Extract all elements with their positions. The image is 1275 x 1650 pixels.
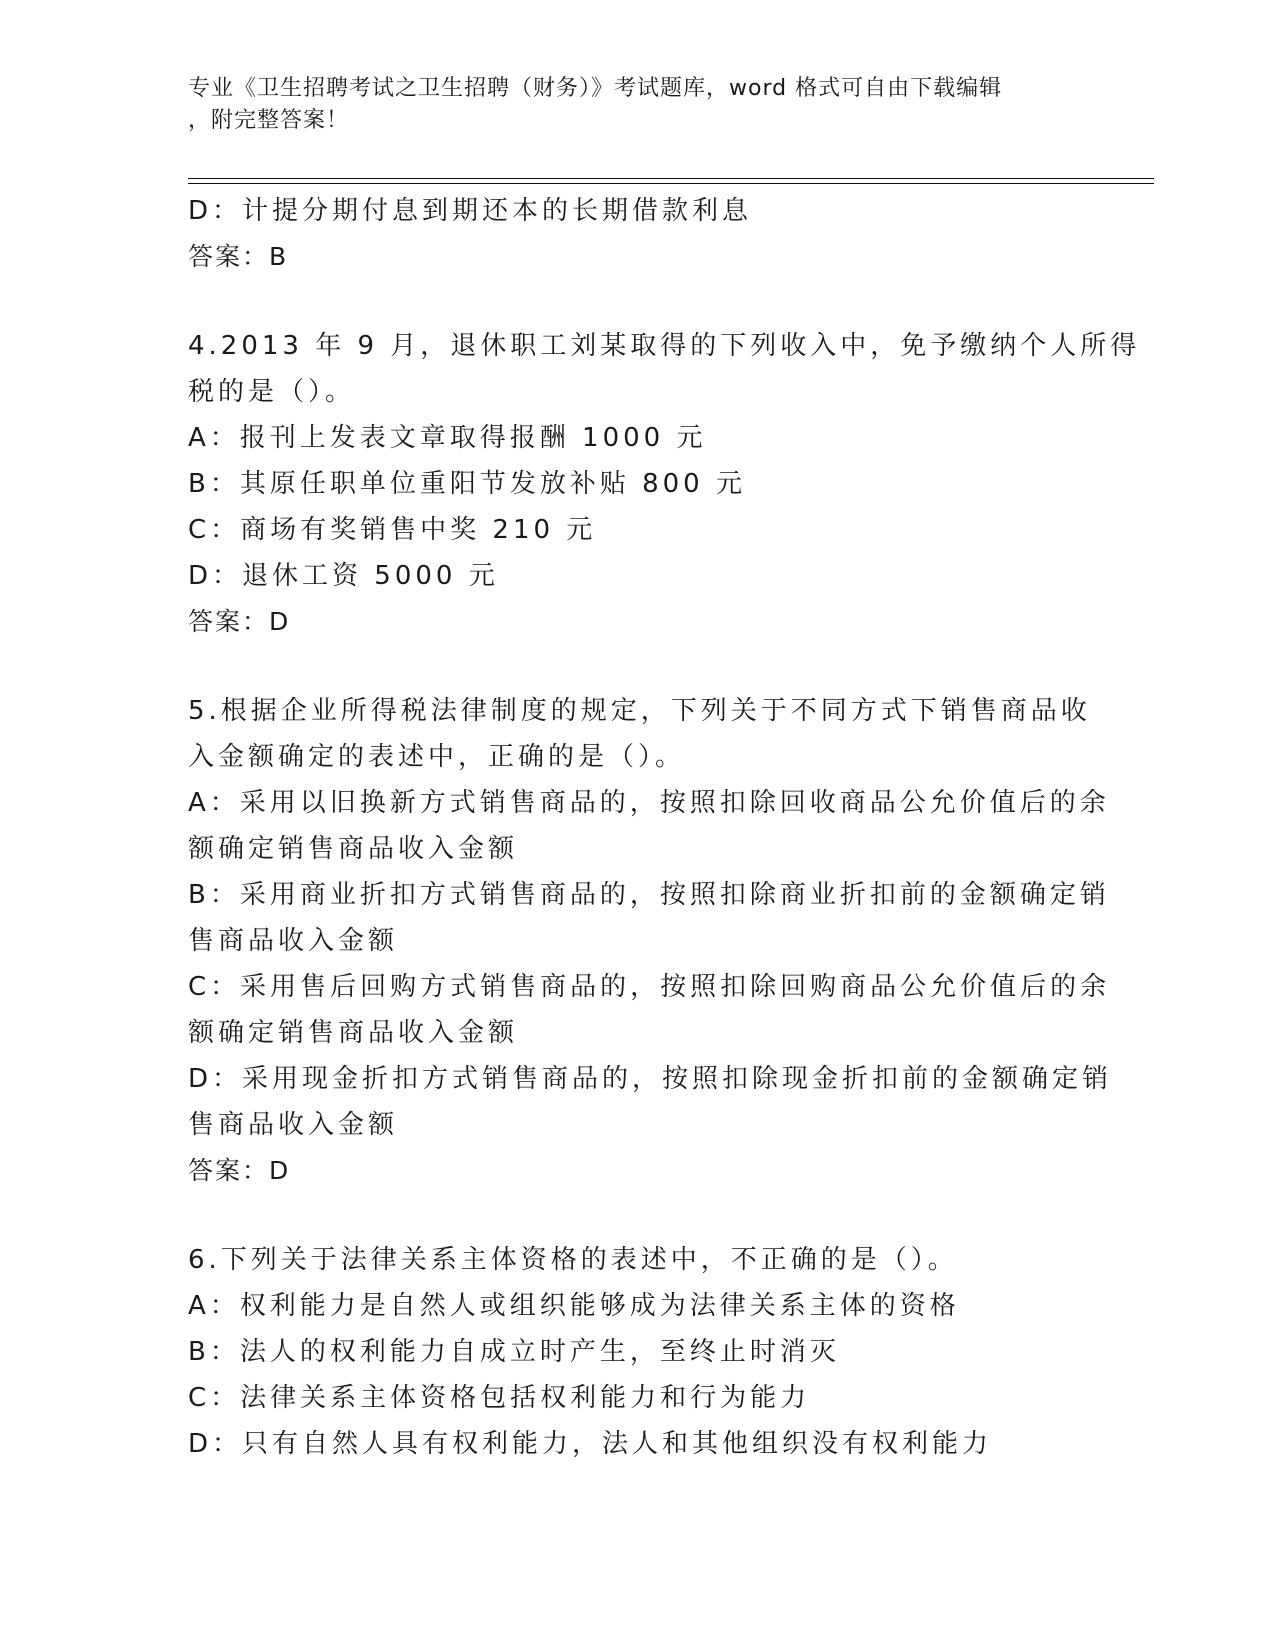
option-b: B：法人的权利能力自成立时产生，至终止时消灭: [188, 1337, 840, 1367]
question-stem: 6.下列关于法律关系主体资格的表述中，不正确的是（）。: [188, 1245, 958, 1275]
header-line-1: 专业《卫生招聘考试之卫生招聘（财务）》考试题库，word 格式可自由下载编辑: [188, 76, 1003, 101]
option-d: D：计提分期付息到期还本的长期借款利息: [188, 196, 753, 226]
question-continued: [188, 188, 1088, 280]
page-header: [188, 73, 1068, 137]
spacer: [188, 645, 1088, 688]
option-c: C：采用售后回购方式销售商品的，按照扣除回购商品公允价值后的余: [188, 972, 1111, 1002]
answer-line: 答案：D: [188, 607, 291, 636]
question-6: [188, 1237, 1088, 1467]
question-5: [188, 688, 1113, 1194]
option-a: A：报刊上发表文章取得报酬 1000 元: [188, 423, 707, 453]
option-d: D：只有自然人具有权利能力，法人和其他组织没有权利能力: [188, 1429, 993, 1459]
header-rule-top: [188, 178, 1154, 179]
option-d-cont: 售商品收入金额: [188, 1110, 399, 1140]
option-d: D：采用现金折扣方式销售商品的，按照扣除现金折扣前的金额确定销: [188, 1064, 1113, 1094]
question-stem-cont: 税的是（）。: [188, 377, 356, 407]
header-line-2: ，附完整答案！: [188, 108, 350, 133]
answer-line: 答案：D: [188, 1156, 291, 1185]
document-body: [188, 188, 1141, 1467]
question-stem-cont: 入金额确定的表述中，正确的是（）。: [188, 742, 686, 772]
header-rule-bottom: [188, 183, 1154, 184]
option-a: A：采用以旧换新方式销售商品的，按照扣除回收商品公允价值后的余: [188, 788, 1110, 818]
spacer: [188, 280, 1088, 323]
option-d: D：退休工资 5000 元: [188, 561, 499, 591]
option-b-cont: 售商品收入金额: [188, 926, 399, 956]
option-c: C：商场有奖销售中奖 210 元: [188, 515, 597, 545]
option-b: B：其原任职单位重阳节发放补贴 800 元: [188, 469, 746, 499]
option-b: B：采用商业折扣方式销售商品的，按照扣除商业折扣前的金额确定销: [188, 880, 1110, 910]
option-c-cont: 额确定销售商品收入金额: [188, 1018, 519, 1048]
question-stem: 5.根据企业所得税法律制度的规定，下列关于不同方式下销售商品收: [188, 696, 1091, 726]
option-a-cont: 额确定销售商品收入金额: [188, 834, 519, 864]
option-a: A：权利能力是自然人或组织能够成为法律关系主体的资格: [188, 1291, 960, 1321]
question-stem: 4.2013 年 9 月，退休职工刘某取得的下列收入中，免予缴纳个人所得: [188, 331, 1141, 361]
question-4: [188, 323, 1141, 645]
answer-line: 答案：B: [188, 242, 289, 271]
spacer: [188, 1194, 1088, 1237]
option-c: C：法律关系主体资格包括权利能力和行为能力: [188, 1383, 811, 1413]
